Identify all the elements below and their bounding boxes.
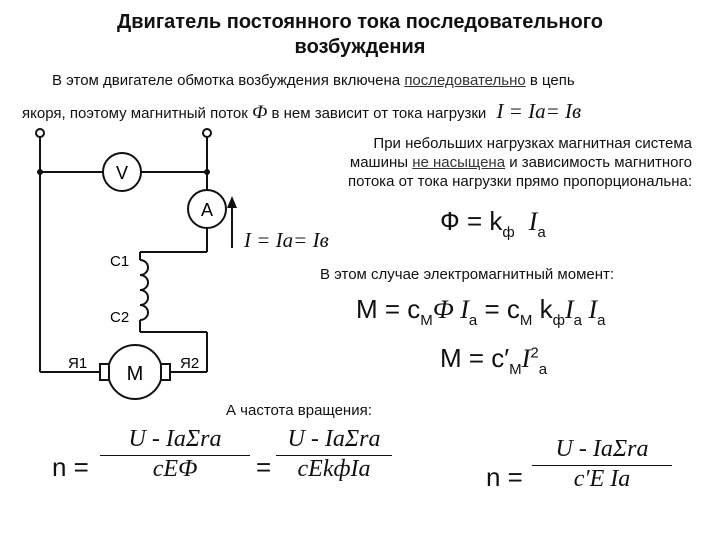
brush-right bbox=[161, 364, 170, 380]
label-C1: С1 bbox=[110, 253, 130, 270]
formula-speed-n: n = bbox=[52, 452, 89, 482]
frac3-numerator: U - IaΣra bbox=[532, 436, 672, 466]
title-line-1: Двигатель постоянного тока последовательного bbox=[116, 11, 603, 33]
formula-speed2-n: n = bbox=[486, 462, 523, 492]
frac2-denominator: cEkфIa bbox=[297, 456, 371, 482]
current-arrow-icon bbox=[227, 196, 237, 208]
para-line-2: машины не насыщена и зависимость магнитного bbox=[349, 154, 692, 171]
label-C2: С2 bbox=[110, 309, 130, 326]
intro-text-2a: якоря, поэтому магнитный поток bbox=[22, 105, 252, 122]
para-line-3: потока от тока нагрузки прямо пропорциональна: bbox=[348, 173, 692, 190]
intro-underlined: последовательно bbox=[404, 72, 526, 89]
frac1-numerator: U - IaΣra bbox=[100, 426, 250, 456]
moment-text: В этом случае электромагнитный момент: bbox=[320, 266, 615, 283]
current-equation-intro: I = Iа= Iв bbox=[496, 99, 582, 123]
intro-text-c: в цепь bbox=[525, 72, 575, 89]
para-underlined: не насыщена bbox=[412, 154, 506, 171]
label-V: V bbox=[115, 163, 129, 183]
current-equation: I = Iа= Iв bbox=[244, 228, 329, 252]
formula-flux: $Ф = k_ф$ $I_а$ bbox=[440, 206, 546, 241]
label-A: А bbox=[200, 200, 214, 220]
label-Ya2: Я2 bbox=[180, 355, 200, 372]
title-line-2: возбуждения bbox=[294, 36, 426, 58]
phi-symbol: Ф bbox=[252, 102, 268, 123]
formula-speed-equals: = bbox=[256, 452, 272, 482]
terminal-left bbox=[36, 129, 44, 137]
formula-moment: $М = с_МФ$ $I_a = с_М$ $k_фI_a$ $I_a$ bbox=[356, 294, 606, 329]
label-Ya1: Я1 bbox=[68, 355, 88, 372]
label-M: М bbox=[126, 363, 144, 385]
speed-text: А частота вращения: bbox=[226, 402, 372, 419]
field-winding-icon bbox=[140, 260, 148, 320]
brush-left bbox=[100, 364, 109, 380]
formula-moment-squared: $М = с'_МI^2_a$ bbox=[440, 343, 548, 378]
intro-text-a: В этом двигателе обмотка возбуждения включена bbox=[52, 72, 405, 89]
terminal-right bbox=[203, 129, 211, 137]
frac2-numerator: U - IaΣra bbox=[276, 426, 392, 456]
intro-text-2b: в нем зависит от тока нагрузки bbox=[267, 105, 487, 122]
para-line-1: При небольших нагрузках магнитная система bbox=[373, 135, 692, 152]
frac3-denominator: c′E Ia bbox=[573, 466, 631, 492]
frac1-denominator: cEФ bbox=[152, 456, 198, 482]
